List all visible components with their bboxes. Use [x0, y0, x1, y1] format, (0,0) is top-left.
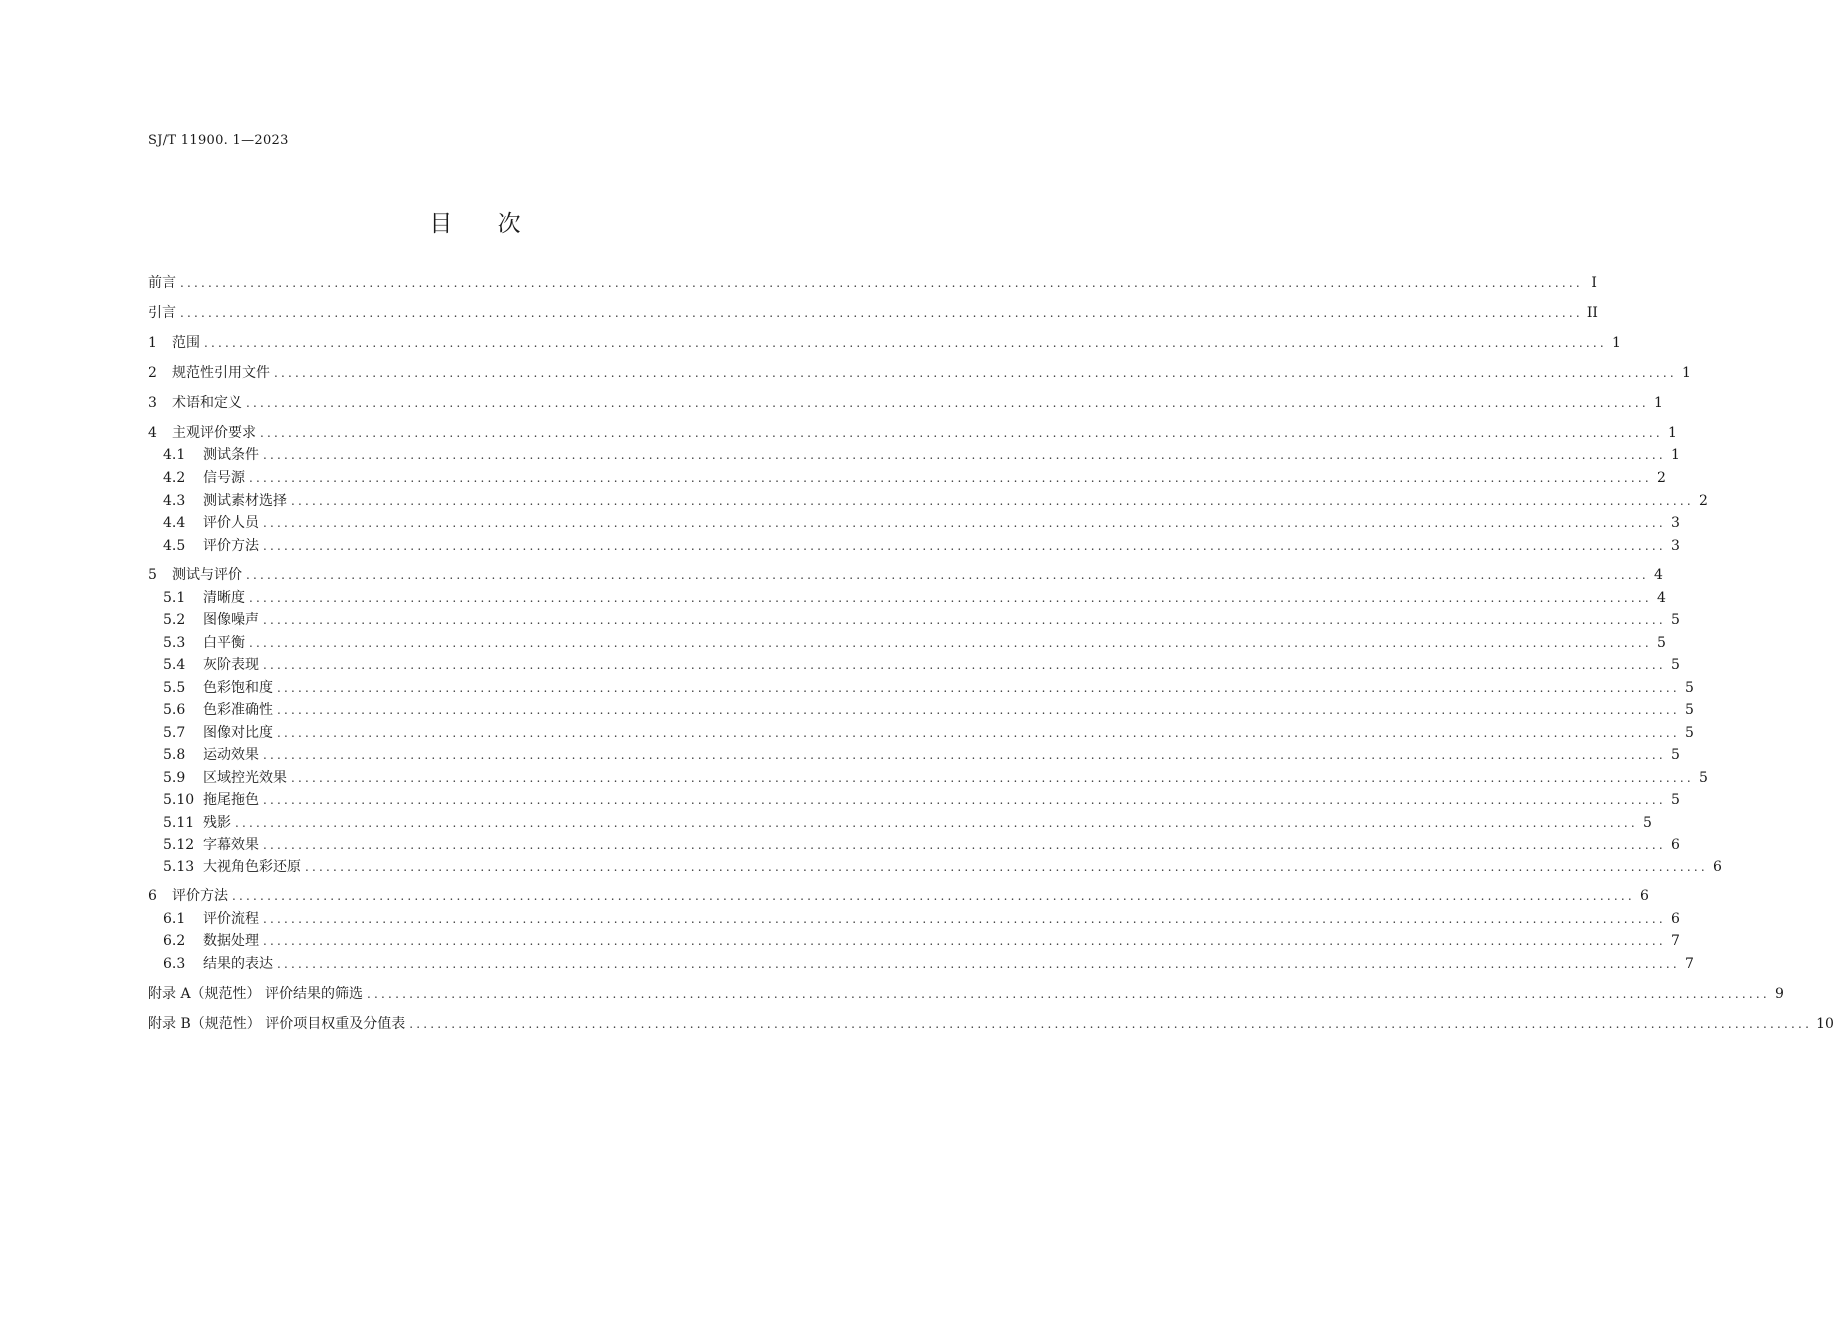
toc-entry-page: 6	[1670, 837, 1680, 853]
toc-leader-dots: ........................................................................................................................................................................................................	[263, 539, 1666, 553]
toc-leader-dots: ........................................................................................................................................................................................................	[274, 366, 1677, 380]
toc-leader-dots: ........................................................................................................................................................................................................	[204, 336, 1607, 350]
toc-entry[interactable]	[163, 790, 1680, 810]
toc-entry-label: 范围	[172, 335, 200, 351]
toc-entry-number: 5.11	[163, 815, 195, 831]
toc-entry[interactable]	[148, 984, 1784, 1004]
toc-entry-page: II	[1586, 305, 1598, 321]
toc-entry[interactable]	[163, 857, 1722, 877]
toc-entry-number: 5.13	[163, 859, 195, 875]
toc-leader-dots: ........................................................................................................................................................................................................	[263, 516, 1666, 530]
toc-leader-dots: ........................................................................................................................................................................................................	[277, 703, 1680, 717]
toc-leader-dots: ........................................................................................................................................................................................................	[263, 658, 1666, 672]
toc-entry-label: 测试条件	[203, 447, 259, 463]
toc-entry-page: I	[1591, 275, 1597, 291]
toc-entry[interactable]	[148, 565, 1663, 585]
toc-entry-number: 6.3	[163, 956, 186, 972]
toc-leader-dots: ........................................................................................................................................................................................................	[291, 771, 1694, 785]
toc-entry-number: 5.4	[163, 657, 186, 673]
toc-entry[interactable]	[163, 468, 1666, 488]
toc-entry[interactable]	[163, 610, 1680, 630]
toc-entry-page: 5	[1656, 635, 1666, 651]
toc-entry-label: 评价流程	[203, 911, 259, 927]
toc-entry-page: 3	[1670, 515, 1680, 531]
toc-entry-page: 5	[1670, 612, 1680, 628]
toc-entry-label: 前言	[148, 275, 176, 291]
toc-entry-page: 5	[1670, 792, 1680, 808]
toc-entry[interactable]	[163, 909, 1680, 929]
toc-entry[interactable]	[148, 333, 1621, 353]
document-code: SJ/T 11900. 1—2023	[148, 133, 289, 148]
toc-entry-label: 规范性引用文件	[172, 365, 270, 381]
toc-entry[interactable]	[163, 588, 1666, 608]
toc-entry[interactable]	[163, 835, 1680, 855]
toc-leader-dots: ........................................................................................................................................................................................................	[305, 860, 1708, 874]
toc-entry-number: 4	[148, 425, 157, 441]
toc-entry-label: 附录 A（规范性） 评价结果的筛选	[148, 986, 364, 1002]
toc-entry-number: 4.5	[163, 538, 186, 554]
toc-entry-number: 4.2	[163, 470, 186, 486]
toc-entry-page: 10	[1816, 1016, 1834, 1032]
toc-entry-number: 5.10	[163, 792, 195, 808]
toc-leader-dots: ........................................................................................................................................................................................................	[180, 276, 1583, 290]
toc-entry-number: 6	[148, 888, 157, 904]
toc-entry-page: 4	[1656, 590, 1666, 606]
toc-leader-dots: ........................................................................................................................................................................................................	[263, 748, 1666, 762]
toc-entry-number: 5.9	[163, 770, 186, 786]
toc-entry-number: 4.4	[163, 515, 186, 531]
toc-entry-page: 7	[1684, 956, 1694, 972]
toc-entry-number: 3	[148, 395, 157, 411]
toc-leader-dots: ........................................................................................................................................................................................................	[232, 889, 1635, 903]
toc-entry-page: 6	[1639, 888, 1649, 904]
toc-entry-number: 6.2	[163, 933, 186, 949]
toc-entry-page: 2	[1698, 493, 1708, 509]
toc-leader-dots: ........................................................................................................................................................................................................	[235, 816, 1638, 830]
toc-entry-page: 4	[1653, 567, 1663, 583]
toc-entry[interactable]	[163, 723, 1694, 743]
toc-entry-label: 拖尾拖色	[203, 792, 259, 808]
toc-entry-number: 1	[148, 335, 157, 351]
toc-entry-number: 5.8	[163, 747, 186, 763]
toc-entry-label: 清晰度	[203, 590, 245, 606]
toc-entry-label: 测试与评价	[172, 567, 242, 583]
toc-entry-label: 附录 B（规范性） 评价项目权重及分值表	[148, 1016, 406, 1032]
toc-entry-label: 数据处理	[203, 933, 259, 949]
toc-leader-dots: ........................................................................................................................................................................................................	[277, 957, 1680, 971]
toc-entry-page: 1	[1670, 447, 1680, 463]
toc-entry-label: 主观评价要求	[172, 425, 256, 441]
toc-entry[interactable]	[163, 954, 1694, 974]
toc-entry-label: 色彩饱和度	[203, 680, 273, 696]
toc-entry-page: 5	[1698, 770, 1708, 786]
toc-entry[interactable]	[148, 303, 1598, 323]
toc-leader-dots: ........................................................................................................................................................................................................	[367, 987, 1770, 1001]
toc-leader-dots: ........................................................................................................................................................................................................	[263, 613, 1666, 627]
toc-entry[interactable]	[163, 931, 1680, 951]
toc-entry[interactable]	[163, 678, 1694, 698]
toc-entry-number: 5.3	[163, 635, 186, 651]
toc-entry-page: 2	[1656, 470, 1666, 486]
toc-entry-page: 5	[1684, 680, 1694, 696]
toc-entry[interactable]	[163, 445, 1680, 465]
toc-leader-dots: ........................................................................................................................................................................................................	[180, 306, 1583, 320]
toc-entry-page: 3	[1670, 538, 1680, 554]
toc-entry-label: 评价方法	[172, 888, 228, 904]
toc-entry[interactable]	[148, 1014, 1834, 1034]
toc-entry[interactable]	[163, 513, 1680, 533]
toc-leader-dots: ........................................................................................................................................................................................................	[246, 396, 1649, 410]
toc-entry-label: 引言	[148, 305, 176, 321]
toc-entry[interactable]	[148, 886, 1649, 906]
toc-leader-dots: ........................................................................................................................................................................................................	[277, 681, 1680, 695]
toc-entry[interactable]	[148, 423, 1677, 443]
toc-entry-number: 4.3	[163, 493, 186, 509]
page-title: 目 次	[429, 211, 521, 237]
toc-entry-label: 信号源	[203, 470, 245, 486]
toc-entry[interactable]	[148, 393, 1663, 413]
toc-leader-dots: ........................................................................................................................................................................................................	[260, 426, 1663, 440]
toc-entry-label: 术语和定义	[172, 395, 242, 411]
toc-leader-dots: ........................................................................................................................................................................................................	[263, 793, 1666, 807]
toc-entry-page: 5	[1670, 747, 1680, 763]
toc-entry-number: 5.12	[163, 837, 195, 853]
toc-entry-label: 图像对比度	[203, 725, 273, 741]
toc-entry[interactable]	[163, 491, 1708, 511]
toc-entry-number: 5	[148, 567, 157, 583]
toc-entry-page: 5	[1670, 657, 1680, 673]
toc-entry-label: 灰阶表现	[203, 657, 259, 673]
toc-entry-number: 5.7	[163, 725, 186, 741]
toc-entry-label: 字幕效果	[203, 837, 259, 853]
toc-leader-dots: ........................................................................................................................................................................................................	[246, 568, 1649, 582]
toc-entry-page: 6	[1670, 911, 1680, 927]
toc-entry-number: 5.5	[163, 680, 186, 696]
toc-entry-number: 5.6	[163, 702, 186, 718]
toc-entry-page: 5	[1684, 725, 1694, 741]
toc-entry-page: 1	[1611, 335, 1621, 351]
toc-entry-label: 区域控光效果	[203, 770, 287, 786]
toc-entry[interactable]	[163, 813, 1652, 833]
toc-entry-label: 大视角色彩还原	[203, 859, 301, 875]
toc-entry-number: 5.1	[163, 590, 186, 606]
toc-leader-dots: ........................................................................................................................................................................................................	[263, 838, 1666, 852]
toc-entry[interactable]	[163, 768, 1708, 788]
toc-entry[interactable]	[163, 655, 1680, 675]
toc-entry-number: 5.2	[163, 612, 186, 628]
toc-entry-label: 评价方法	[203, 538, 259, 554]
toc-entry[interactable]	[163, 700, 1694, 720]
toc-entry-label: 运动效果	[203, 747, 259, 763]
toc-leader-dots: ........................................................................................................................................................................................................	[249, 636, 1652, 650]
toc-entry-page: 1	[1681, 365, 1691, 381]
toc-entry[interactable]	[163, 536, 1680, 556]
toc-entry-label: 图像噪声	[203, 612, 259, 628]
toc-entry-page: 1	[1667, 425, 1677, 441]
toc-entry-number: 6.1	[163, 911, 186, 927]
toc-entry-page: 6	[1712, 859, 1722, 875]
toc-entry-page: 7	[1670, 933, 1680, 949]
toc-entry-label: 测试素材选择	[203, 493, 287, 509]
toc-leader-dots: ........................................................................................................................................................................................................	[263, 934, 1666, 948]
toc-entry[interactable]	[163, 633, 1666, 653]
toc-entry-number: 2	[148, 365, 157, 381]
toc-entry-page: 9	[1774, 986, 1784, 1002]
toc-leader-dots: ........................................................................................................................................................................................................	[263, 912, 1666, 926]
toc-leader-dots: ........................................................................................................................................................................................................	[409, 1017, 1813, 1031]
toc-entry-number: 4.1	[163, 447, 186, 463]
toc-leader-dots: ........................................................................................................................................................................................................	[277, 726, 1680, 740]
toc-entry[interactable]	[163, 745, 1680, 765]
toc-entry-page: 5	[1684, 702, 1694, 718]
toc-entry[interactable]	[148, 273, 1597, 293]
toc-entry-label: 评价人员	[203, 515, 259, 531]
toc-leader-dots: ........................................................................................................................................................................................................	[249, 471, 1652, 485]
toc-entry[interactable]	[148, 363, 1691, 383]
toc-entry-label: 结果的表达	[203, 956, 273, 972]
toc-leader-dots: ........................................................................................................................................................................................................	[249, 591, 1652, 605]
toc-leader-dots: ........................................................................................................................................................................................................	[263, 448, 1666, 462]
toc-leader-dots: ........................................................................................................................................................................................................	[291, 494, 1694, 508]
toc-entry-label: 色彩准确性	[203, 702, 273, 718]
toc-entry-page: 5	[1642, 815, 1652, 831]
toc-entry-page: 1	[1653, 395, 1663, 411]
toc-entry-label: 残影	[203, 815, 231, 831]
toc-entry-label: 白平衡	[203, 635, 245, 651]
